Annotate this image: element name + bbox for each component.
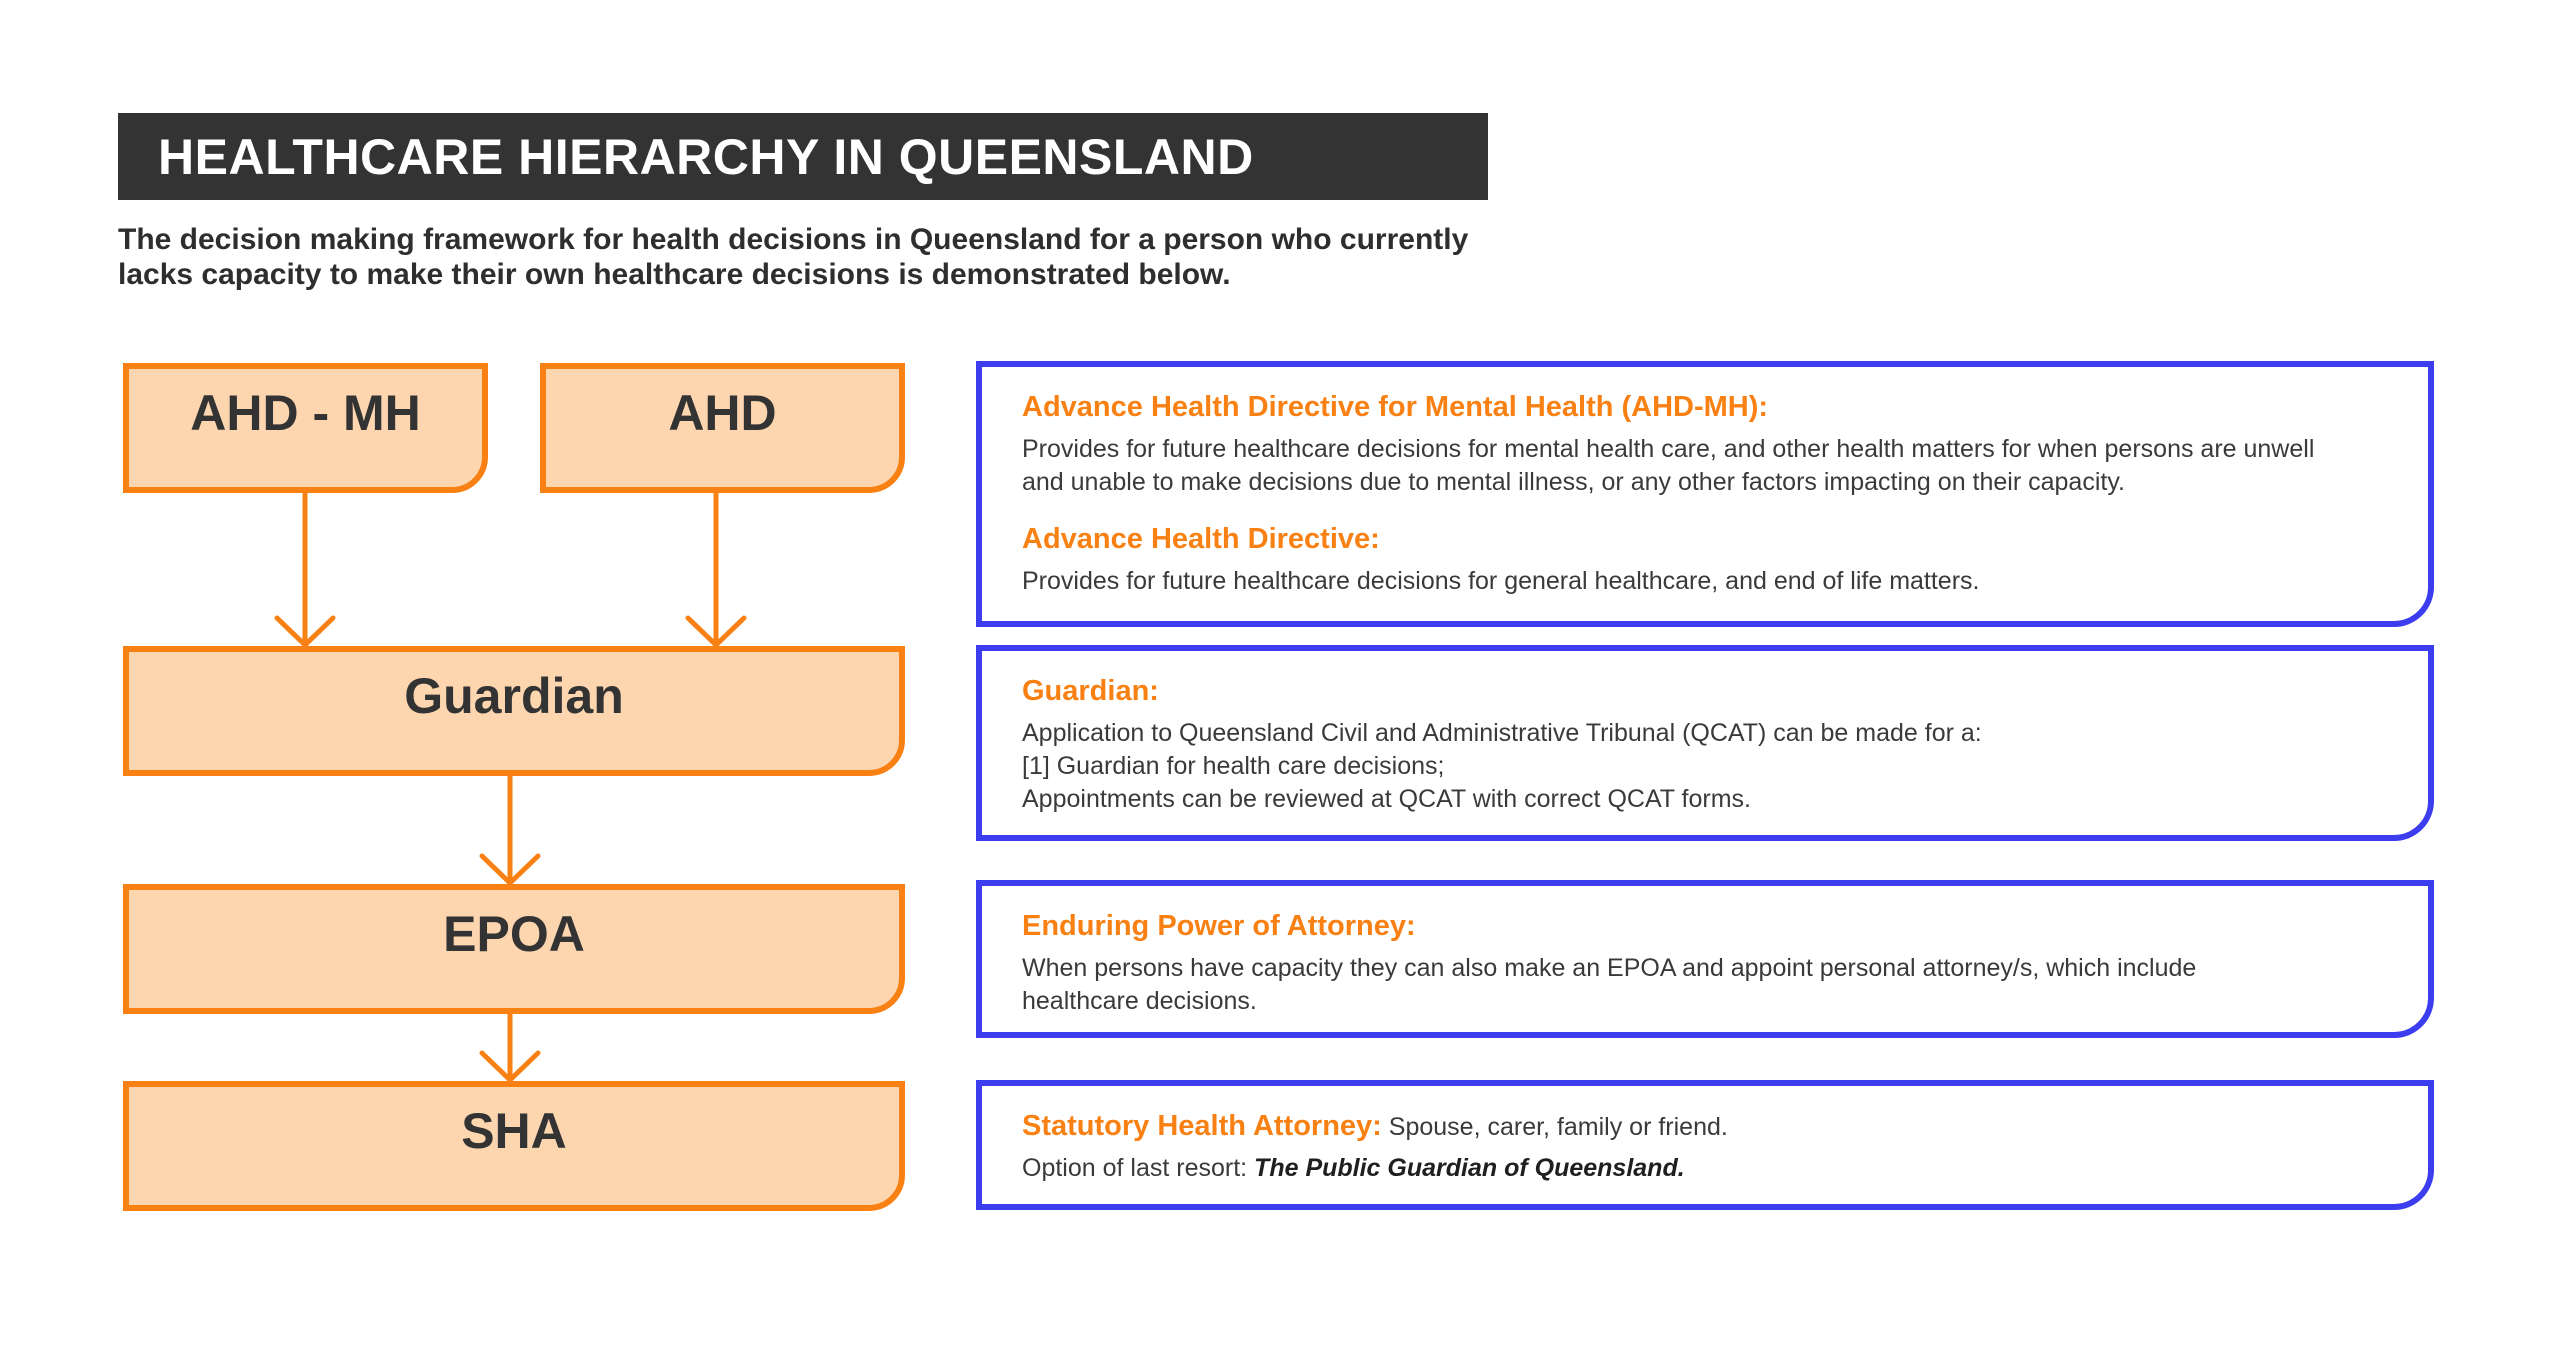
node-epoa bbox=[123, 884, 905, 1014]
page-title: HEALTHCARE HIERARCHY IN QUEENSLAND bbox=[158, 128, 1254, 185]
description-text: Option of last resort: bbox=[1022, 1154, 1255, 1182]
arrow-guardian-to-epoa bbox=[482, 775, 538, 883]
description-ahd bbox=[976, 361, 2434, 627]
description-epoa bbox=[976, 880, 2434, 1038]
node-label: AHD bbox=[668, 385, 777, 441]
arrow-epoa-to-sha bbox=[482, 1013, 538, 1080]
node-ahd-mh bbox=[123, 363, 488, 493]
subtitle-line-2: lacks capacity to make their own healthcare decisions is demonstrated below. bbox=[118, 258, 1231, 291]
description-text: healthcare decisions. bbox=[1022, 987, 1257, 1015]
description-text: and unable to make decisions due to mental illness, or any other factors impacting on their capacity. bbox=[1022, 468, 2125, 496]
arrow-ahd-to-guardian bbox=[688, 492, 744, 645]
description-heading: Enduring Power of Attorney: bbox=[1022, 910, 1416, 942]
description-heading: Statutory Health Attorney: bbox=[1022, 1110, 1382, 1142]
node-label: EPOA bbox=[443, 906, 585, 962]
description-text: [1] Guardian for health care decisions; bbox=[1022, 752, 1445, 780]
description-text: Spouse, carer, family or friend. bbox=[1381, 1113, 1728, 1141]
node-label: Guardian bbox=[404, 668, 624, 724]
node-label: AHD - MH bbox=[190, 385, 421, 441]
arrow-ahdmh-to-guardian bbox=[277, 492, 333, 645]
description-heading: Advance Health Directive for Mental Health (AHD-MH): bbox=[1022, 391, 1769, 423]
node-guardian bbox=[123, 646, 905, 776]
description-text: Application to Queensland Civil and Administrative Tribunal (QCAT) can be made for a: bbox=[1022, 719, 1982, 747]
description-heading: Advance Health Directive: bbox=[1022, 523, 1380, 555]
description-text: When persons have capacity they can also make an EPOA and appoint personal attorney/s, which include bbox=[1022, 954, 2197, 982]
description-sha bbox=[976, 1080, 2434, 1210]
description-guardian bbox=[976, 645, 2434, 841]
description-text: Provides for future healthcare decisions for mental health care, and other health matters for when persons are unwell bbox=[1022, 435, 2315, 463]
subtitle-line-1: The decision making framework for health decisions in Queensland for a person who currently bbox=[118, 223, 1469, 256]
node-ahd bbox=[540, 363, 905, 493]
description-heading: Guardian: bbox=[1022, 675, 1159, 707]
description-text: Provides for future healthcare decisions for general healthcare, and end of life matters. bbox=[1022, 567, 1980, 595]
description-emphasis: The Public Guardian of Queensland. bbox=[1254, 1154, 1685, 1182]
description-text: Appointments can be reviewed at QCAT with correct QCAT forms. bbox=[1022, 785, 1751, 813]
node-label: SHA bbox=[461, 1103, 567, 1159]
node-sha bbox=[123, 1081, 905, 1211]
